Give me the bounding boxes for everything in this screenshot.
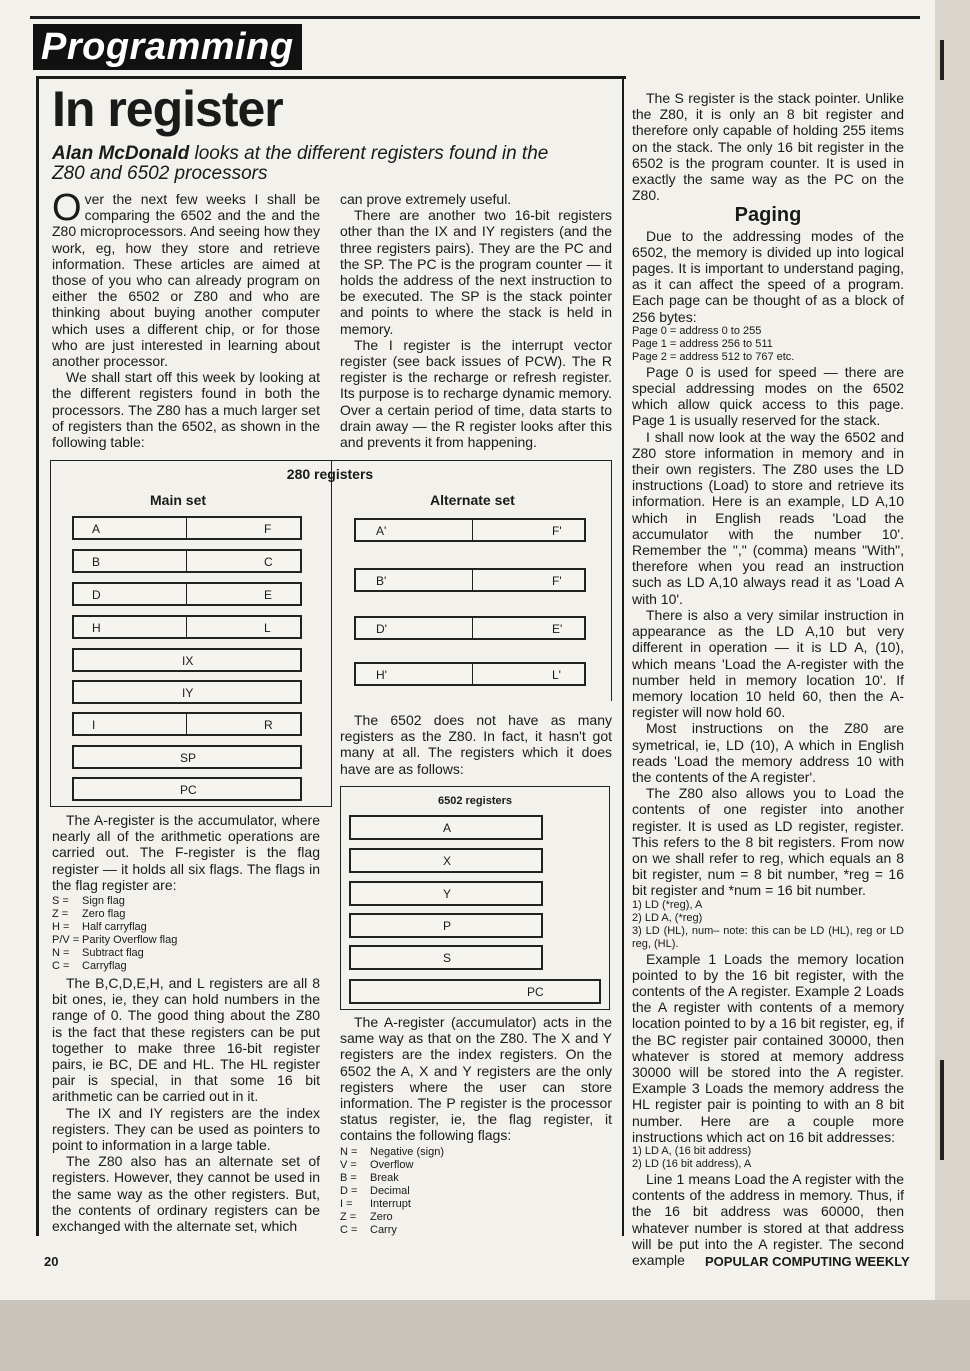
register-d-alt: D'	[376, 622, 387, 636]
register-pair-bc	[72, 549, 302, 573]
paragraph: Page 0 is used for speed — there are special addressing modes on the 6502 which allow quick access to this page. Page 1 is usually reserved for the stack.	[632, 363, 904, 429]
register-ix	[72, 648, 302, 672]
flag-item	[52, 908, 320, 921]
article-title: In register	[52, 81, 283, 137]
code-line: 1) LD (*reg), A	[632, 898, 703, 911]
paragraph: The A-register (accumulator) acts in the same way as that on the Z80. The X and Y registers are the index registers. On the 6502 the A, X and Y registers are the only registers where the user can store information. The P register is the processor status register, ie, the flag register, it contains the following flags:	[340, 1014, 612, 1144]
z80-flag-list	[52, 895, 320, 973]
register-r: R	[264, 718, 273, 732]
register-pair-hl	[72, 615, 302, 639]
register-l-alt: L'	[552, 668, 561, 682]
paragraph: Most instructions on the Z80 are symetrical, ie, LD (10), A which in English reads 'Load the memory address 10 with the contents of the A register'.	[632, 720, 904, 785]
flag-value: Interrupt	[370, 1197, 411, 1210]
code-line: 3) LD (HL), num– note: this can be LD (HL), reg or LD reg, (HL).	[632, 924, 904, 950]
register-label: S	[443, 951, 452, 965]
paragraph: Line 1 means Load the A register with the contents of the address in memory. Thus, if the 16 bit address was 60000, then whatever number is stored at that address will be put into the A register. The second example	[632, 1170, 904, 1268]
register-label: X	[443, 854, 452, 868]
code-line: 1) LD A, (16 bit address)	[632, 1144, 752, 1157]
diagram-title: 280 registers	[286, 466, 374, 482]
column-2-bottom	[340, 1014, 612, 1239]
flag-item	[52, 947, 320, 960]
code-line: 2) LD A, (*reg)	[632, 911, 703, 924]
flag-key: S =	[52, 895, 69, 908]
flag-key: Z =	[52, 908, 69, 921]
register-sp-label: SP	[180, 751, 197, 765]
register-pair-de	[72, 582, 302, 606]
column-1	[52, 187, 320, 451]
section-label: Programming	[33, 24, 302, 70]
register-pair-af-alt	[354, 518, 586, 542]
flag-key: V =	[340, 1158, 357, 1171]
register-pair-de-alt	[354, 616, 586, 640]
flag-key: B =	[340, 1171, 357, 1184]
flag-item	[52, 934, 320, 947]
register-e-alt: E'	[552, 622, 563, 636]
paragraph: The I register is the interrupt vector register (see back issues of PCW). The R register is the recharge or refresh register. Its purpose is to recharge dynamic memory. Over a certain period of time, data starts to drain away — the R register looks after this and prevents it from happening.	[340, 336, 612, 451]
flag-value: Carryflag	[82, 960, 127, 973]
register-h-alt: H'	[376, 668, 387, 682]
flag-value: Parity Overflow flag	[82, 934, 178, 947]
flag-key: N =	[52, 947, 70, 960]
register-l: L	[264, 621, 271, 635]
register-s-6502	[349, 945, 543, 970]
register-label: PC	[527, 985, 544, 999]
6502-register-diagram	[340, 786, 610, 1010]
column-2	[340, 191, 612, 450]
right-column-rule	[622, 76, 624, 1236]
register-e: E	[264, 588, 273, 602]
register-f: F	[264, 522, 272, 536]
paragraph: The 6502 does not have as many registers as the Z80. In fact, it hasn't got many at all. The registers which it does have are as follows:	[340, 712, 612, 777]
register-f-alt: F'	[552, 524, 562, 538]
flag-value: Decimal	[370, 1184, 410, 1197]
register-pc-6502	[349, 979, 601, 1004]
page-number: 20	[44, 1254, 59, 1269]
register-c-alt: F'	[552, 574, 562, 588]
intro-paragraph	[52, 187, 320, 370]
flag-key: C =	[340, 1223, 358, 1236]
page-bottom-shadow	[0, 1300, 970, 1371]
next-page-edge	[935, 0, 970, 1371]
flag-key: I =	[340, 1197, 353, 1210]
register-label: Y	[443, 887, 452, 901]
drop-cap: O	[52, 187, 82, 229]
paragraph: I shall now look at the way the 6502 and Z80 store information in memory and in their own registers. The Z80 uses the LD instructions (Load) to store and retrieve its information. Here is an example, LD A,10 which in English reads 'Load the accumulator with the number 10'. Remember the "," (comma) means "With", therefore when you read an instruction such as LD A,10 always read it as 'Load A with 10'.	[632, 428, 904, 607]
column-1-lower	[52, 812, 320, 1234]
paragraph: We shall start off this week by looking at the different registers found in both the processors. The Z80 has a much larger set of registers than the 6502, as shown in the following table:	[52, 369, 320, 451]
register-iy-label: IY	[182, 686, 194, 700]
page-line: Page 1 = address 256 to 511	[632, 337, 773, 350]
address-instruction-list	[632, 1145, 904, 1171]
register-a: A	[92, 522, 101, 536]
column-2-lower	[340, 712, 612, 777]
flag-item	[340, 1172, 612, 1185]
flag-item	[340, 1211, 612, 1224]
magazine-name: POPULAR COMPUTING WEEKLY	[705, 1254, 910, 1269]
flag-value: Overflow	[370, 1158, 414, 1171]
paragraph: Example 1 Loads the memory location pointed to by the 16 bit register, with the contents of the A register. Example 2 Loads the A register with contents of a memory location pointed to by a 16 bit register, eg, if the BC register pair contained 30000, then whatever is stored at memory address 30000 will be stored into the A register. Example 3 Loads the memory address the HL register pair is pointing to with an 8 bit number. Here are a couple more instructions which act on 16 bit addresses:	[632, 950, 904, 1145]
intro-text: ver the next few weeks I shall be comparing the 6502 and the and the Z80 microprocessors. And seeing how they work, eg, how they store and retrieve information. These articles are aimed at those of you who can already program on either the 6502 or Z80 and who are thinking about buying another computer which uses a different chip, or for those who are just interested in learning about another processor.	[52, 191, 320, 370]
paragraph: can prove extremely useful.	[340, 191, 512, 207]
register-pair-hl-alt	[354, 662, 586, 686]
paragraph: The Z80 also has an alternate set of registers. However, they cannot be used in the same way as the other registers. But, the contents of ordinary registers can be exchanged with the alternate set, which	[52, 1153, 320, 1235]
subheading-paging: Paging	[734, 204, 802, 227]
flag-value: Half carryflag	[82, 921, 147, 934]
paragraph: The A-register is the accumulator, where nearly all of the arithmetic operations are carried out. The F-register is the flag register — it holds all six flags. The flags in the flag register are:	[52, 812, 320, 893]
flag-key: N =	[340, 1145, 358, 1158]
register-pc	[72, 777, 302, 801]
register-y-6502	[349, 881, 543, 906]
flag-item	[340, 1198, 612, 1211]
flag-item	[340, 1185, 612, 1198]
register-pc-label: PC	[180, 783, 197, 797]
flag-item	[340, 1146, 612, 1159]
register-pair-af	[72, 516, 302, 540]
flag-item	[340, 1159, 612, 1172]
flag-key: P/V =	[52, 934, 80, 947]
register-pair-ir	[72, 712, 302, 736]
register-a-alt: A'	[376, 524, 387, 538]
register-label: A	[443, 821, 452, 835]
code-line: 2) LD (16 bit address), A	[632, 1157, 752, 1170]
page-list	[632, 325, 904, 364]
flag-value: Carry	[370, 1223, 397, 1236]
register-a-6502	[349, 815, 543, 840]
paragraph: The B,C,D,E,H, and L registers are all 8 bit ones, ie, they can hold numbers in the range of 0. The good thing about the Z80 is the fact that these registers can be put together to make three 16-bit register pairs, ie BC, DE and HL. The HL register pair is special, in that some 16 bit arithmetic can be carried out in it.	[52, 975, 320, 1105]
register-p-6502	[349, 913, 543, 938]
paragraph: There are another two 16-bit registers other than the IX and IY registers (and the three registers pairs). They are the PC and the SP. The PC is the program counter — it holds the address of the next instruction to be executed. The SP is the stack pointer and points to where the stack is held in memory.	[340, 207, 612, 337]
column-3	[632, 90, 904, 1268]
page-line: Page 0 = address 0 to 255	[632, 324, 762, 337]
diagram-title: 6502 registers	[438, 795, 512, 807]
flag-item	[52, 895, 320, 908]
paragraph: The Z80 also allows you to Load the contents of one register into another register. It is used as LD register, register. This refers to the 8 bit registers. From now on we shall refer to reg, which equals an 8 bit register, num = 8 bit number, *reg = 16 bit register and *num = 16 bit number.	[632, 785, 904, 899]
register-b-alt: B'	[376, 574, 387, 588]
flag-item	[52, 960, 320, 973]
author: Alan McDonald	[52, 143, 190, 164]
paragraph: Due to the addressing modes of the 6502, the memory is divided up into logical pages. It is important to understand paging, as it can affect the speed of a program. Each page can be thought of as a block of 256 bytes:	[632, 227, 904, 325]
paragraph: The IX and IY registers are the index registers. They can be used as pointers to point to information in a large table.	[52, 1104, 320, 1154]
register-iy	[72, 680, 302, 704]
top-rule	[30, 16, 920, 19]
flag-value: Break	[370, 1171, 399, 1184]
register-d: D	[92, 588, 101, 602]
paragraph: The S register is the stack pointer. Unlike the Z80, it is only an 8 bit register and therefore only capable of holding 255 items on the stack. The only 16 bit register in the 6502 is the program counter. It is used in exactly the same way as the PC on the Z80.	[632, 90, 904, 204]
paragraph: There is also a very similar instruction in appearance as the LD A,10 but very different in operation — it is LD A, (10), which means 'Load the A-register with the number held in memory location 10'. If memory location 10 held 60, then the A-register will now hold 60.	[632, 606, 904, 721]
left-column-rule	[36, 76, 39, 1236]
6502-flag-list	[340, 1146, 612, 1237]
register-pair-bc-alt	[354, 568, 586, 592]
register-sp	[72, 745, 302, 769]
register-b: B	[92, 555, 101, 569]
flag-item	[52, 921, 320, 934]
register-x-6502	[349, 848, 543, 873]
flag-key: C =	[52, 960, 70, 973]
register-label: P	[443, 919, 452, 933]
flag-key: Z =	[340, 1210, 357, 1223]
alternate-set-label: Alternate set	[430, 492, 515, 508]
flag-value: Sign flag	[82, 895, 125, 908]
flag-key: H =	[52, 921, 70, 934]
flag-key: D =	[340, 1184, 358, 1197]
headline-rule	[36, 76, 626, 79]
flag-value: Zero flag	[82, 908, 126, 921]
flag-item	[340, 1224, 612, 1237]
register-c: C	[264, 555, 273, 569]
ld-instruction-list	[632, 899, 904, 951]
register-i: I	[92, 718, 96, 732]
register-h: H	[92, 621, 101, 635]
standfirst	[52, 144, 572, 184]
flag-value: Zero	[370, 1210, 393, 1223]
flag-value: Subtract flag	[82, 947, 144, 960]
standfirst-text: looks at the different registers found in the Z80 and 6502 processors	[52, 143, 549, 184]
flag-value: Negative (sign)	[370, 1145, 444, 1158]
register-ix-label: IX	[182, 654, 194, 668]
main-set-label: Main set	[150, 492, 207, 508]
page-line: Page 2 = address 512 to 767 etc.	[632, 350, 795, 363]
